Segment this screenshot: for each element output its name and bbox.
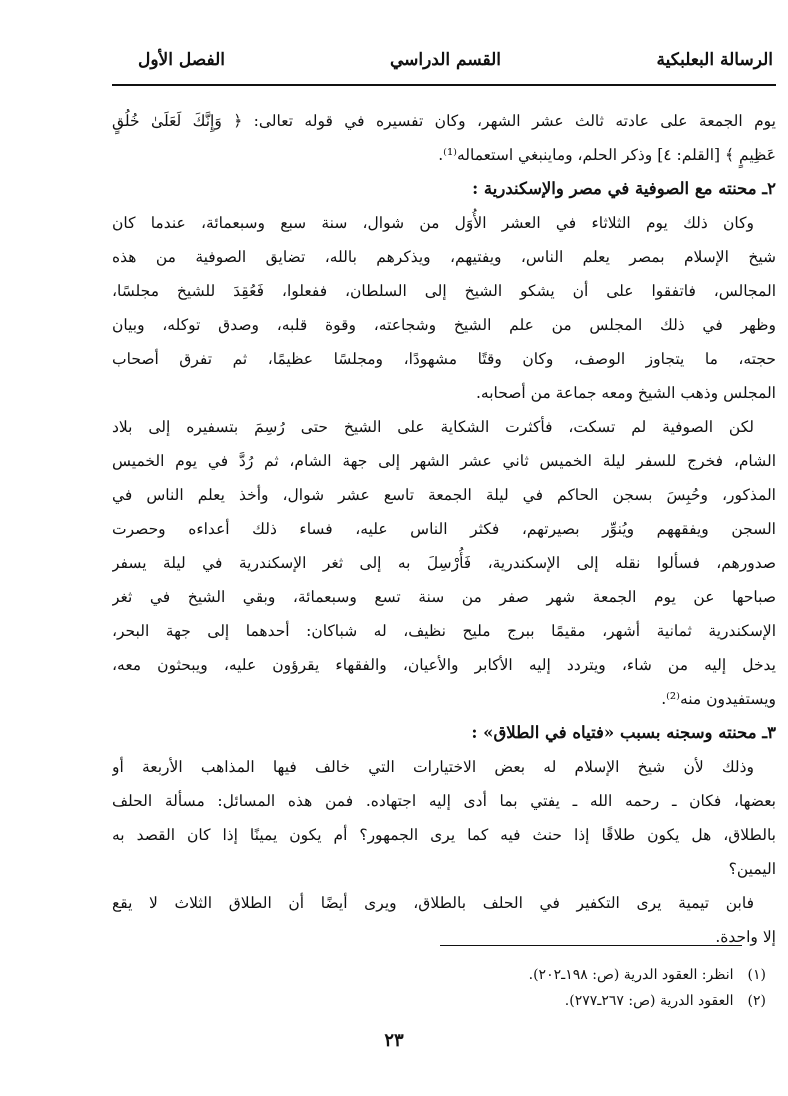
text-line: لكن الصوفية لم تسكت، فأكثرت الشكاية على الشيخ حتى رُسِمَ بتسفيره إلى بلاد [112,418,754,436]
text-line: وذلك لأن شيخ الإسلام له بعض الاختيارات التي خالف فيها المذاهب الأربعة أو [112,758,754,776]
text-line: السجن ويفقههم ويُنوِّر بصيرتهم، فكثر الناس عليه، فساء ذلك أعداءه وحصرت [112,520,776,538]
text-line: المجلس وذهب الشيخ ومعه جماعة من أصحابه. [475,384,776,402]
header-book-title: الرسالة البعلبكية [656,50,773,70]
text-line: وكان ذلك يوم الثلاثاء في العشر الأُوَل من شوال، سنة سبع وسبعمائة، عندما كان [112,214,754,232]
running-header [118,46,773,86]
text-line: إلا واحدة. [715,928,776,946]
section-heading: ٢ـ محنته مع الصوفية في مصر والإسكندرية : [472,179,776,198]
text-line: عَظِيمٍ ﴾ [القلم: ٤] وذكر الحلم، وماينبغي استعماله⁽¹⁾. [438,146,776,164]
text-line: يوم الجمعة على عادته ثالث عشر الشهر، وكان تفسيره في قوله تعالى: ﴿ وَإِنَّكَ لَعَلَىٰ خُلُقٍ [112,112,776,130]
page-number: ٢٣ [384,1030,404,1051]
section-heading: ٣ـ محنته وسجنه بسبب «فتياه في الطلاق» : [471,723,776,742]
text-line: اليمين؟ [728,860,776,878]
text-line: صباحها عن يوم الجمعة شهر صفر من سنة تسع وسبعمائة، وبقي الشيخ في ثغر [112,588,776,606]
header-section-title: القسم الدراسي [389,50,502,70]
text-line: ويستفيدون منه⁽²⁾. [661,690,776,708]
text-line: الإسكندرية ثمانية أشهر، مقيمًا ببرج مليح نظيف، له شباكان: أحدهما إلى جهة البحر، [112,622,776,640]
footnote-divider [440,945,742,946]
footnote-number: (٢) [747,993,766,1009]
footnote-text: العقود الدرية (ص: ٢٦٧ـ٢٧٧). [564,993,734,1009]
text-line: شيخ الإسلام بمصر يعلم الناس، ويفتيهم، ويذكرهم بالله، تضايق الصوفية من هذه [112,248,776,266]
footnote-number: (١) [747,967,766,983]
text-line: حجته، ما يتجاوز الوصف، وكان وقتًا مشهودًا، ومجلسًا عظيمًا، ثم تفرق أصحاب [112,350,776,368]
header-divider [112,84,776,86]
text-line: صدورهم، فسألوا نقله إلى الإسكندرية، فَأُرْسِلَ به إلى ثغر الإسكندرية في ليلة يسفر [112,554,776,572]
text-line: يدخل إليه من شاء، ويتردد إليه الأكابر والأعيان، والفقهاء يقرؤون عليه، ويبحثون معه، [112,656,776,674]
footnotes [300,962,766,1014]
footnote-text: انظر: العقود الدرية (ص: ١٩٨ـ٢٠٢). [528,967,734,983]
footnote-1 [300,962,766,988]
text-line: المذكور، وحُبِسَ بسجن الحاكم في ليلة الجمعة تاسع عشر شوال، وأخذ يعلم الناس في [112,486,776,504]
text-line: المجالس، فاتفقوا على أن يشكو الشيخ إلى السلطان، ففعلوا، فَعُقِدَ للشيخ مجلسًا، [112,282,776,300]
text-line: بالطلاق، هل يكون طلاقًا إذا حنث فيه كما يرى الجمهور؟ أم يكون يمينًا إذا كان القصد به [112,826,776,844]
text-line: الشام، فخرج للسفر ليلة الخميس ثاني عشر الشهر إلى جهة الشام، ثم رُدَّ في يوم الخميس [112,452,776,470]
text-line: فابن تيمية يرى التكفير في الحلف بالطلاق، ويرى أيضًا أن الطلاق الثلاث لا يقع [112,894,754,912]
text-line: بعضها، فكان ـ رحمه الله ـ يفتي بما أدى إليه اجتهاده. فمن هذه المسائل: مسألة الحلف [112,792,776,810]
header-chapter-title: الفصل الأول [138,50,226,70]
footnote-2 [300,988,766,1014]
body-text [112,104,776,954]
text-line: وظهر في ذلك المجلس من علم الشيخ وشجاعته، وقوة قلبه، وصدق توكله، وبيان [112,316,776,334]
